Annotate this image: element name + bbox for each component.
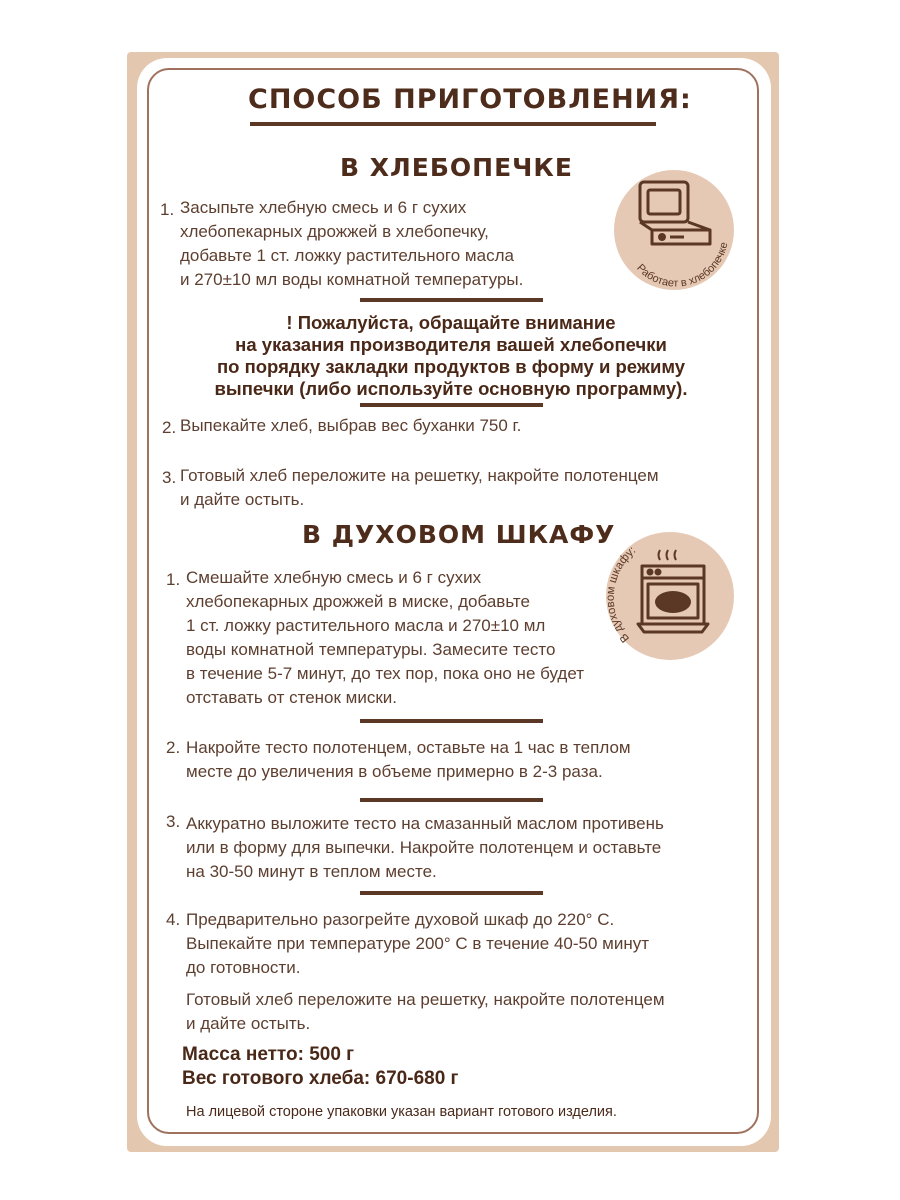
section-title-breadmaker: В ХЛЕБОПЕЧКЕ: [340, 153, 573, 182]
breadmaker-note: ! Пожалуйста, обращайте внимание на указания производителя вашей хлебопечки по порядку закладки продуктов в форму и режиму выпечки (либо используйте основную программу).: [214, 312, 688, 399]
step-number: 3.: [162, 468, 177, 487]
divider: [360, 798, 543, 802]
finished-weight: Вес готового хлеба: 670-680 г: [182, 1068, 459, 1089]
step-number: 1.: [160, 200, 175, 219]
title-underline: [250, 122, 656, 126]
step-number: 3.: [166, 812, 181, 831]
breadmaker-badge: [612, 168, 736, 292]
oven-badge: [604, 530, 736, 662]
step-text: Смешайте хлебную смесь и 6 г сухих хлебопекарных дрожжей в миске, добавьте 1 ст. ложку растительного масла и 270±10 мл воды комнатной температуры. Замесите тесто в течение 5-7 минут, до тех пор, пока оно не будет отставать от стенок миски.: [186, 568, 585, 707]
step-text: Аккуратно выложите тесто на смазанный маслом противень или в форму для выпечки. Накройте полотенцем и оставьте на 30-50 минут в теплом месте.: [186, 814, 664, 881]
page-title: СПОСОБ ПРИГОТОВЛЕНИЯ:: [248, 84, 692, 115]
step-text: Выпекайте хлеб, выбрав вес буханки 750 г.: [180, 416, 522, 435]
breadmaker-badge-label: Работает в хлебопечке: [634, 241, 731, 290]
oven-badge-label: В духовом шкафу:: [604, 544, 639, 645]
final-instruction: Готовый хлеб переложите на решетку, накройте полотенцем и дайте остыть.: [186, 990, 665, 1033]
step-text: Накройте тесто полотенцем, оставьте на 1 час в теплом месте до увеличения в объеме примерно в 2-3 раза.: [186, 738, 631, 781]
step-number: 1.: [166, 570, 181, 589]
step-number: 4.: [166, 910, 181, 929]
step-number: 2.: [166, 738, 181, 757]
net-mass: Масса нетто: 500 г: [182, 1044, 355, 1065]
step-text: Готовый хлеб переложите на решетку, накройте полотенцем и дайте остыть.: [180, 466, 659, 509]
section-title-oven: В ДУХОВОМ ШКАФУ: [302, 520, 616, 549]
bread-loaf-icon: [655, 591, 691, 613]
divider: [360, 403, 543, 407]
footnote: На лицевой стороне упаковки указан вариант готового изделия.: [186, 1104, 617, 1120]
divider: [360, 298, 543, 302]
step-number: 2.: [162, 418, 177, 437]
divider: [360, 719, 543, 723]
step-text: Предварительно разогрейте духовой шкаф до 220° С. Выпекайте при температуре 200° С в течение 40-50 минут до готовности.: [186, 910, 650, 977]
step-text: Засыпьте хлебную смесь и 6 г сухих хлебопекарных дрожжей в хлебопечку, добавьте 1 ст. ложку растительного масла и 270±10 мл воды комнатной температуры.: [180, 198, 524, 289]
divider: [360, 891, 543, 895]
